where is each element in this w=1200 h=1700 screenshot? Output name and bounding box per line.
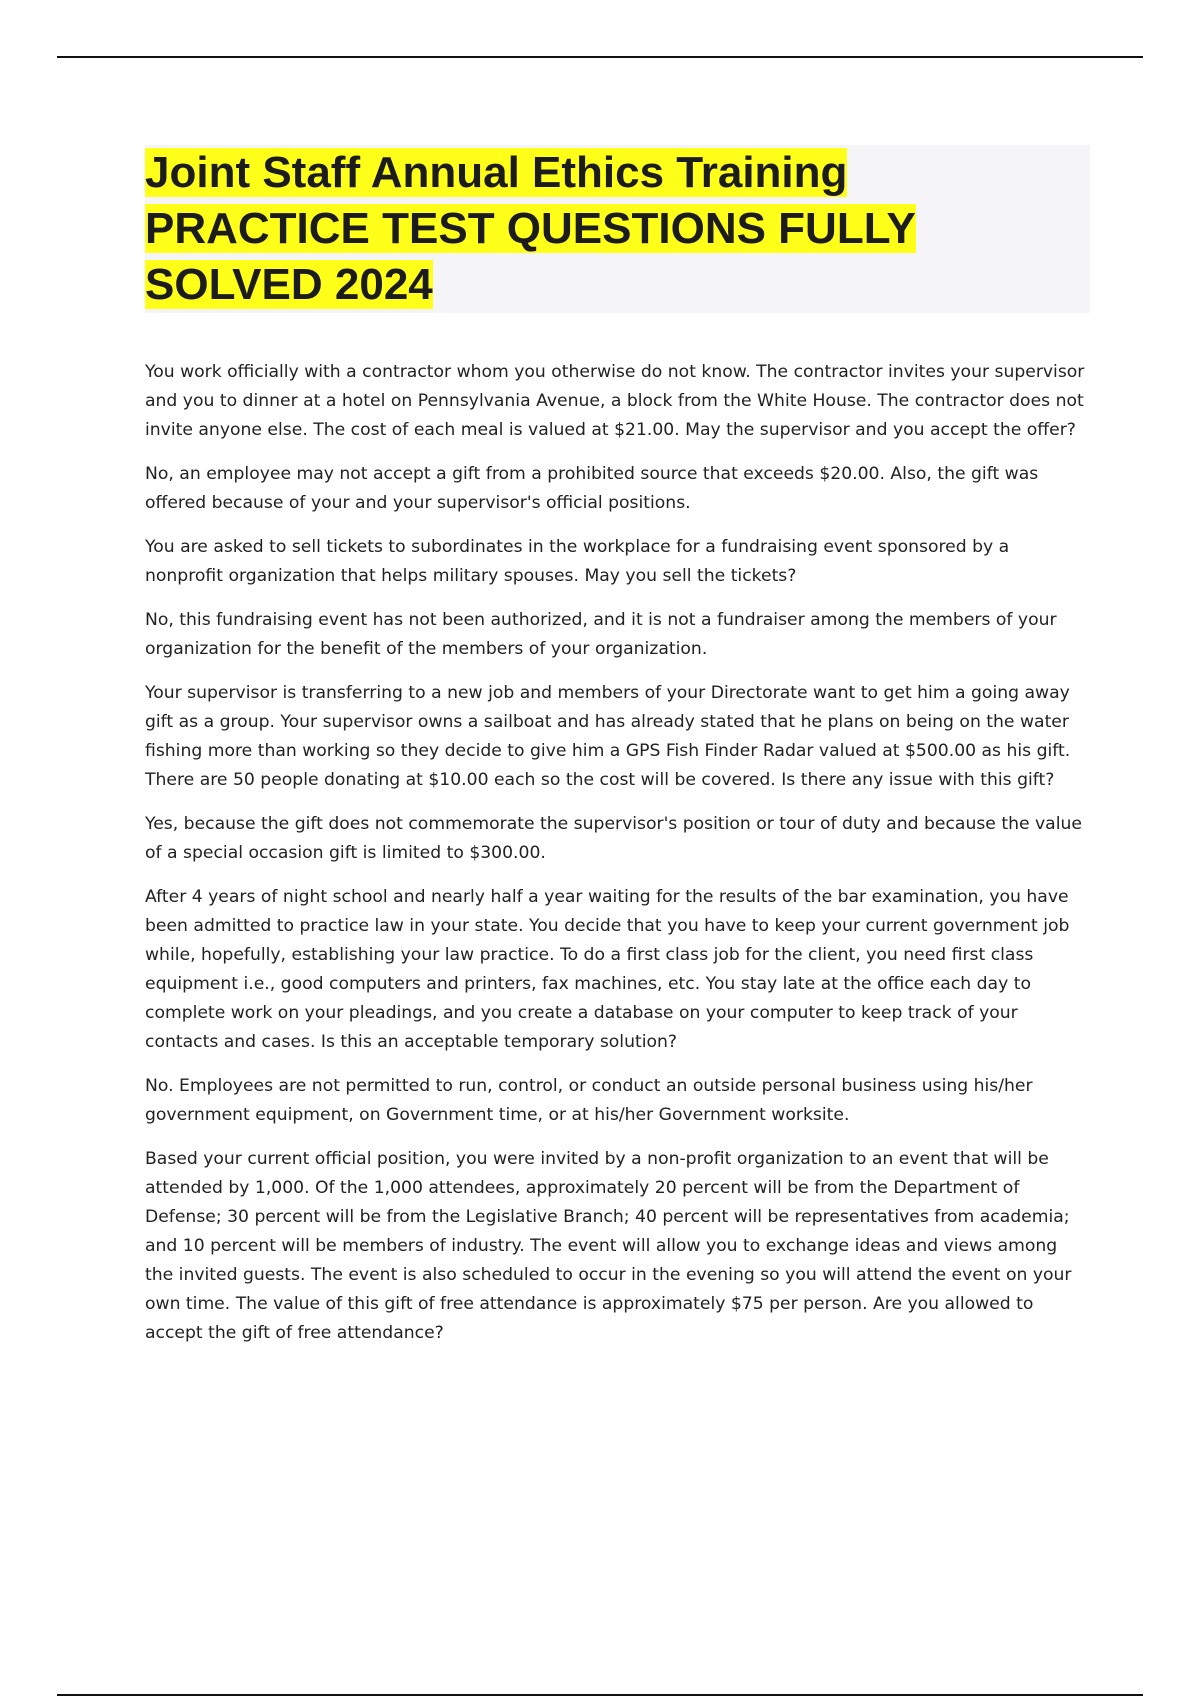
title-line-3: SOLVED 2024 [145,260,433,309]
question-paragraph: Based your current official position, you were invited by a non-profit organization to an event that will be attended by 1,000. Of the 1,000 attendees, approximately 20 percent will be from the Department of Defense; 30 percent will be from the Legislative Branch; 40 percent will be representatives from academia; and 10 percent will be members of industry. The event will allow you to exchange ideas and views among the invited guests. The event is also scheduled to occur in the evening so you will attend the event on your own time. The value of this gift of free attendance is approximately $75 per person. Are you allowed to accept the gift of free attendance? [145,1149,1072,1343]
question-paragraph: Your supervisor is transferring to a new job and members of your Directorate want to get him a going away gift as a group. Your supervisor owns a sailboat and has already stated that he plans on being on the water fishing more than working so they decide to give him a GPS Fish Finder Radar valued at $500.00 as his gift. There are 50 people donating at $10.00 each so the cost will be covered. Is there any issue with this gift? [145,683,1071,790]
title-line-1: Joint Staff Annual Ethics Training [145,148,848,197]
document-body [145,358,1090,1363]
question-paragraph: You work officially with a contractor whom you otherwise do not know. The contractor invites your supervisor and you to dinner at a hotel on Pennsylvania Avenue, a block from the White House. The contractor does not invite anyone else. The cost of each meal is valued at $21.00. May the supervisor and you accept the offer? [145,362,1085,440]
question-paragraph: You are asked to sell tickets to subordinates in the workplace for a fundraising event sponsored by a nonprofit organization that helps military spouses. May you sell the tickets? [145,537,1010,586]
answer-paragraph: No, an employee may not accept a gift from a prohibited source that exceeds $20.00. Also, the gift was offered because of your and your supervisor's official positions. [145,464,1039,513]
title-line-2: PRACTICE TEST QUESTIONS FULLY [145,204,916,253]
document-title [145,145,1090,313]
answer-paragraph: No. Employees are not permitted to run, control, or conduct an outside personal business using his/her government equipment, on Government time, or at his/her Government worksite. [145,1076,1033,1125]
bottom-rule [57,1694,1143,1696]
question-paragraph: After 4 years of night school and nearly half a year waiting for the results of the bar examination, you have been admitted to practice law in your state. You decide that you have to keep your current government job while, hopefully, establishing your law practice. To do a first class job for the client, you need first class equipment i.e., good computers and printers, fax machines, etc. You stay late at the office each day to complete work on your pleadings, and you create a database on your computer to keep track of your contacts and cases. Is this an acceptable temporary solution? [145,887,1070,1052]
top-rule [57,56,1143,58]
title-block [145,145,1090,313]
answer-paragraph: No, this fundraising event has not been authorized, and it is not a fundraiser among the members of your organization for the benefit of the members of your organization. [145,610,1057,659]
answer-paragraph: Yes, because the gift does not commemorate the supervisor's position or tour of duty and because the value of a special occasion gift is limited to $300.00. [145,814,1082,863]
